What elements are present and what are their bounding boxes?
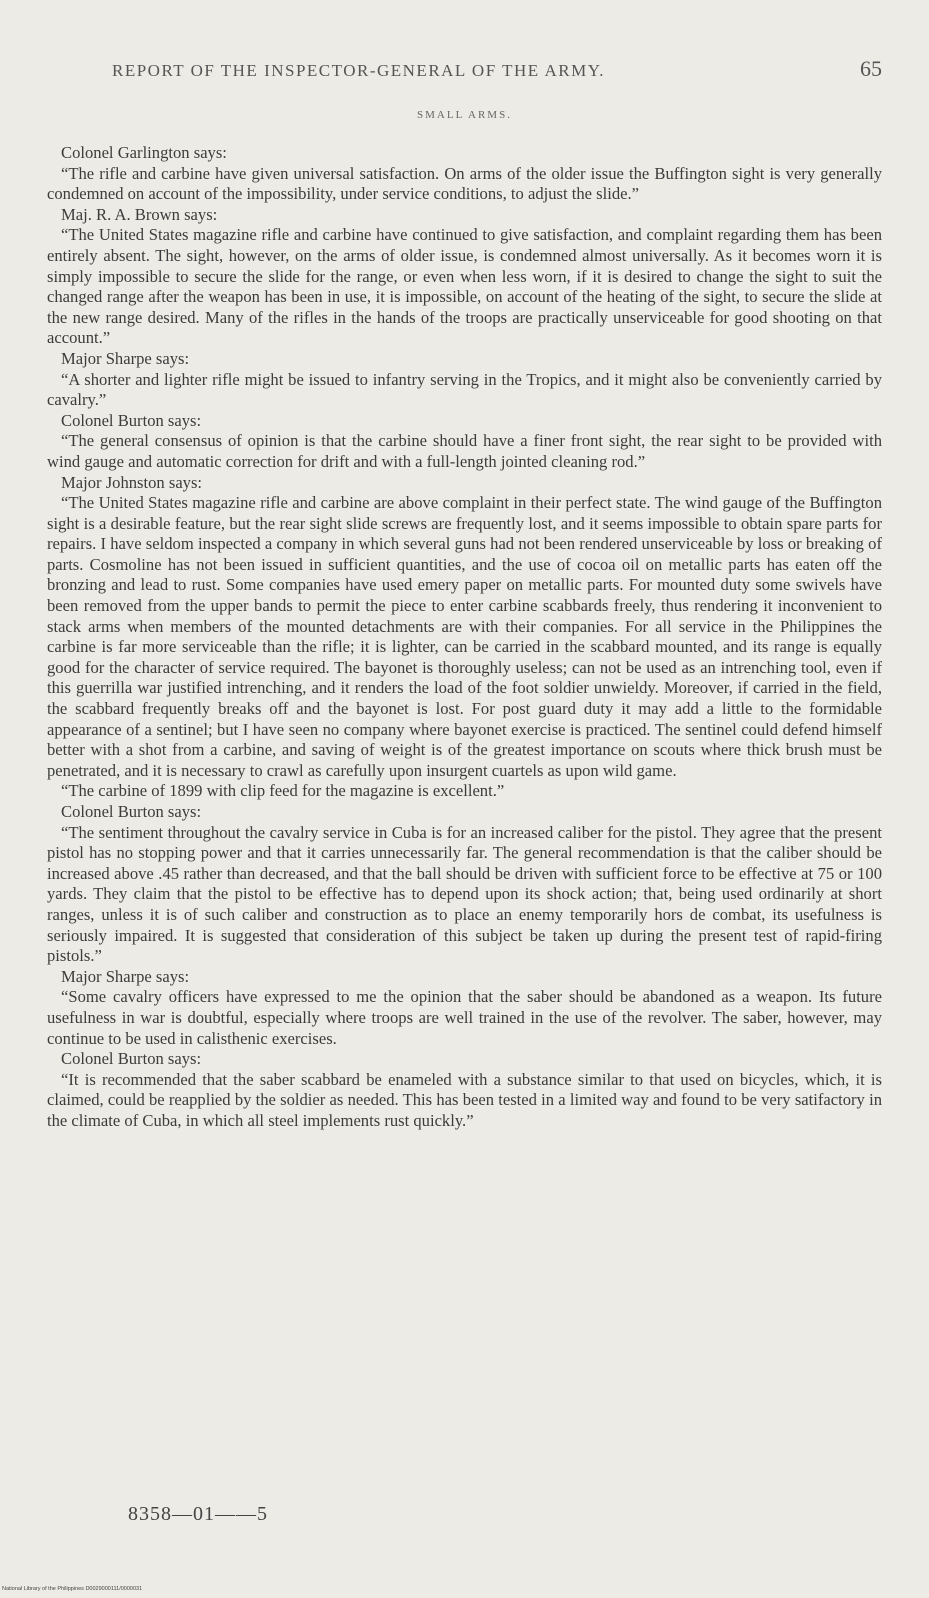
page-header: [112, 56, 882, 82]
running-head: REPORT OF THE INSPECTOR-GENERAL OF THE ARMY.: [112, 61, 606, 80]
speaker-line: Major Johnston says:: [61, 472, 203, 492]
quote-paragraph: “The general consensus of opinion is that the carbine should have a finer front sight, the rear sight to be provided with wind gauge and automatic correction for drift and with a full-length jointed cleaning rod.”: [47, 431, 882, 471]
speaker-line: Colonel Burton says:: [61, 410, 202, 430]
speaker-line: Colonel Burton says:: [61, 802, 202, 821]
speaker-line: Colonel Garlington says:: [61, 143, 227, 162]
quote-paragraph: “A shorter and lighter rifle might be issued to infantry serving in the Tropics, and it might also be conveniently carried by cavalry.”: [47, 369, 882, 410]
signature-mark: 8358—01——5: [128, 1503, 268, 1525]
quote-paragraph: “The carbine of 1899 with clip feed for the magazine is excellent.”: [61, 781, 505, 801]
quote-paragraph: “The rifle and carbine have given universal satisfaction. On arms of the older issue the Buffington sight is very generally condemned on account of the impossibility, under service conditions, to adjust the slide.”: [47, 163, 882, 204]
archive-footer-note: National Library of the Philippines D0029000111/0000031: [2, 1586, 143, 1592]
section-title: SMALL ARMS.: [417, 109, 512, 121]
page-number: 65: [860, 56, 882, 81]
speaker-line: Maj. R. A. Brown says:: [61, 204, 218, 224]
quote-paragraph: “The United States magazine rifle and carbine are above complaint in their perfect state. The wind gauge of the Buffington sight is a desirable feature, but the rear sight slide screws are frequently lost, and it seems impossible to obtain spare parts for repairs. I have seldom inspected a company in which several guns had not been rendered unserviceable by loss or breaking of parts. Cosmoline has not been issued in sufficient quantities, and the use of cocoa oil on metallic parts has eaten off the bronzing and lead to rust. Some companies have used emery paper on metallic parts. For mounted duty some swivels have been removed from the upper bands to permit the piece to enter carbine scabbards freely, thus rendering it inconvenient to stack arms when members of the mounted detachments are with their companies. For all service in the Philippines the carbine is far more serviceable than the rifle; it is lighter, can be carried in the scabbard mounted, and its range is equally good for the character of service required. The bayonet is thoroughly useless; can not be used as an intrenching tool, even if this guerrilla war justified intrenching, and it renders the load of the foot soldier unwieldy. Moreover, if carried in the field, the scabbard frequently breaks off and the bayonet is lost. For post guard duty it may add a little to the formidable appearance of a sentinel; but I have seen no company where bayonet exercise is practiced. The sentinel could defend himself better with a shot from a carbine, and saving of weight is of the greatest importance on scouts where thick brush must be penetrated, and it is necessary to crawl as carefully upon insurgent cuartels as upon wild game.: [47, 493, 882, 780]
quote-paragraph: “It is recommended that the saber scabbard be enameled with a substance similar to that used on bicycles, which, it is claimed, could be reapplied by the soldier as needed. This has been tested in a limited way and found to be very satifactory in the climate of Cuba, in which all steel implements rust quickly.”: [47, 1069, 882, 1130]
speaker-line: Major Sharpe says:: [61, 966, 190, 986]
quote-paragraph: “Some cavalry officers have expressed to me the opinion that the saber should be abandoned as a weapon. Its future usefulness in war is doubtful, especially where troops are well trained in the use of the revolver. The saber, however, may continue to be used in calisthenic exercises.: [47, 987, 882, 1048]
speaker-line: Major Sharpe says:: [61, 348, 190, 368]
quote-paragraph: “The United States magazine rifle and carbine have continued to give satisfaction, and complaint regarding them has been entirely absent. The sight, however, on the arms of older issue, is condemned almost universally. As it becomes worn it is simply impossible to secure the slide for the range, or even when less worn, if it is desired to change the sight to suit the changed range after the weapon has been in use, it is impossible, on account of the heating of the sight, to secure the slide at the new range desired. Many of the rifles in the hands of the troops are practically unserviceable for good shooting on that account.”: [47, 225, 882, 348]
speaker-line: Colonel Burton says:: [61, 1049, 202, 1069]
quote-paragraph: “The sentiment throughout the cavalry service in Cuba is for an increased caliber for the pistol. They agree that the present pistol has no stopping power and that it carries unnecessarily far. The general recommendation is that the caliber should be increased above .45 rather than decreased, and that the ball should be driven with sufficient force to be effective at 75 or 100 yards. They claim that the pistol to be effective has to depend upon its shock action; that, being used ordinarily at short ranges, unless it is of such caliber and construction as to place an enemy temporarily hors de combat, its usefulness is seriously impaired. It is suggested that consideration of this subject be taken up during the present test of rapid-firing pistols.”: [47, 822, 882, 966]
body-text: [47, 143, 882, 1132]
